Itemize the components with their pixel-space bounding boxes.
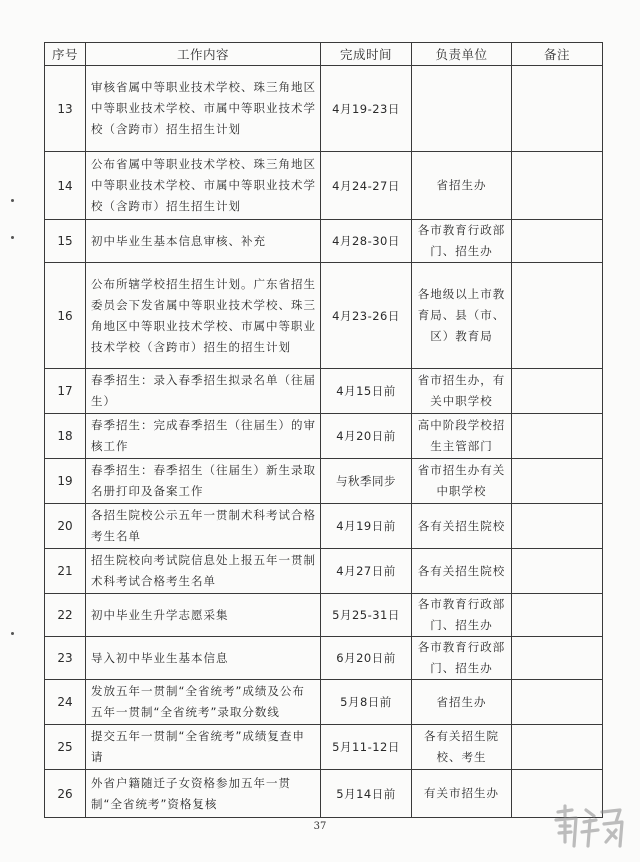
row-number-cell: 15 — [45, 220, 86, 263]
responsible-unit-cell: 各有关招生院校、考生 — [412, 725, 512, 770]
responsible-unit-cell: 省市招生办有关中职学校 — [412, 459, 512, 504]
completion-time-cell: 5月11-12日 — [321, 725, 412, 770]
responsible-unit-cell: 高中阶段学校招生主管部门 — [412, 414, 512, 459]
table-row — [45, 152, 603, 220]
responsible-unit-cell: 各市教育行政部门、招生办 — [412, 594, 512, 637]
header-note: 备注 — [512, 43, 603, 66]
schedule-table — [44, 42, 603, 818]
completion-time-cell: 5月14日前 — [321, 770, 412, 818]
table-row — [45, 680, 603, 725]
row-number-cell: 23 — [45, 637, 86, 680]
task-description-cell: 初中毕业生升学志愿采集 — [86, 594, 321, 637]
row-number-cell: 21 — [45, 549, 86, 594]
completion-time-cell: 4月19-23日 — [321, 66, 412, 152]
remarks-cell — [512, 369, 603, 414]
page-number: 37 — [313, 821, 327, 832]
responsible-unit-cell: 各市教育行政部门、招生办 — [412, 637, 512, 680]
table-header-row — [45, 43, 603, 66]
remarks-cell — [512, 680, 603, 725]
row-number-cell: 24 — [45, 680, 86, 725]
table-row — [45, 66, 603, 152]
header-dept: 负责单位 — [412, 43, 512, 66]
remarks-cell — [512, 549, 603, 594]
responsible-unit-cell: 省招生办 — [412, 680, 512, 725]
header-no: 序号 — [45, 43, 86, 66]
table-row — [45, 549, 603, 594]
completion-time-cell: 4月23-26日 — [321, 263, 412, 369]
row-number-cell: 19 — [45, 459, 86, 504]
row-number-cell: 17 — [45, 369, 86, 414]
task-description-cell: 公布省属中等职业技术学校、珠三角地区中等职业技术学校、市属中等职业技术学校（含跨市）招生招生计划 — [86, 152, 321, 220]
completion-time-cell: 4月20日前 — [321, 414, 412, 459]
responsible-unit-cell — [412, 66, 512, 152]
task-description-cell: 导入初中毕业生基本信息 — [86, 637, 321, 680]
table-row — [45, 594, 603, 637]
table-row — [45, 637, 603, 680]
task-description-cell: 春季招生：完成春季招生（往届生）的审核工作 — [86, 414, 321, 459]
remarks-cell — [512, 594, 603, 637]
responsible-unit-cell: 各地级以上市教育局、县（市、区）教育局 — [412, 263, 512, 369]
row-number-cell: 18 — [45, 414, 86, 459]
task-description-cell: 提交五年一贯制“全省统考”成绩复查申请 — [86, 725, 321, 770]
table-row — [45, 414, 603, 459]
task-description-cell: 发放五年一贯制“全省统考”成绩及公布五年一贯制“全省统考”录取分数线 — [86, 680, 321, 725]
task-description-cell: 外省户籍随迁子女资格参加五年一贯制“全省统考”资格复核 — [86, 770, 321, 818]
completion-time-cell: 4月28-30日 — [321, 220, 412, 263]
header-time: 完成时间 — [321, 43, 412, 66]
row-number-cell: 13 — [45, 66, 86, 152]
task-description-cell: 招生院校向考试院信息处上报五年一贯制术科考试合格考生名单 — [86, 549, 321, 594]
completion-time-cell: 5月25-31日 — [321, 594, 412, 637]
row-number-cell: 16 — [45, 263, 86, 369]
row-number-cell: 25 — [45, 725, 86, 770]
completion-time-cell: 4月24-27日 — [321, 152, 412, 220]
completion-time-cell: 4月19日前 — [321, 504, 412, 549]
task-description-cell: 春季招生：录入春季招生拟录名单（往届生） — [86, 369, 321, 414]
remarks-cell — [512, 263, 603, 369]
task-description-cell: 初中毕业生基本信息审核、补充 — [86, 220, 321, 263]
remarks-cell — [512, 414, 603, 459]
responsible-unit-cell: 各有关招生院校 — [412, 549, 512, 594]
task-description-cell: 公布所辖学校招生招生计划。广东省招生委员会下发省属中等职业技术学校、珠三角地区中等职业技术学校、市属中等职业技术学校（含跨市）招生的招生计划 — [86, 263, 321, 369]
margin-dot — [11, 199, 14, 202]
remarks-cell — [512, 504, 603, 549]
remarks-cell — [512, 152, 603, 220]
remarks-cell — [512, 637, 603, 680]
remarks-cell — [512, 459, 603, 504]
row-number-cell: 26 — [45, 770, 86, 818]
table-row — [45, 504, 603, 549]
table-row — [45, 770, 603, 818]
completion-time-cell: 与秋季同步 — [321, 459, 412, 504]
completion-time-cell: 4月15日前 — [321, 369, 412, 414]
table-row — [45, 459, 603, 504]
margin-dot — [11, 632, 14, 635]
table-row — [45, 725, 603, 770]
remarks-cell — [512, 220, 603, 263]
task-description-cell: 各招生院校公示五年一贯制术科考试合格考生名单 — [86, 504, 321, 549]
row-number-cell: 22 — [45, 594, 86, 637]
remarks-cell — [512, 66, 603, 152]
table-row — [45, 263, 603, 369]
task-description-cell: 审核省属中等职业技术学校、珠三角地区中等职业技术学校、市属中等职业技术学校（含跨市）招生招生计划 — [86, 66, 321, 152]
completion-time-cell: 6月20日前 — [321, 637, 412, 680]
row-number-cell: 14 — [45, 152, 86, 220]
responsible-unit-cell: 有关市招生办 — [412, 770, 512, 818]
responsible-unit-cell: 各市教育行政部门、招生办 — [412, 220, 512, 263]
row-number-cell: 20 — [45, 504, 86, 549]
responsible-unit-cell: 省招生办 — [412, 152, 512, 220]
completion-time-cell: 5月8日前 — [321, 680, 412, 725]
table-row — [45, 369, 603, 414]
table-body — [45, 66, 603, 818]
task-description-cell: 春季招生：春季招生（往届生）新生录取名册打印及备案工作 — [86, 459, 321, 504]
watermark-logo-icon — [550, 802, 626, 854]
responsible-unit-cell: 省市招生办，有关中职学校 — [412, 369, 512, 414]
responsible-unit-cell: 各有关招生院校 — [412, 504, 512, 549]
header-task: 工作内容 — [86, 43, 321, 66]
completion-time-cell: 4月27日前 — [321, 549, 412, 594]
margin-dot — [11, 236, 14, 239]
remarks-cell — [512, 725, 603, 770]
table-row — [45, 220, 603, 263]
